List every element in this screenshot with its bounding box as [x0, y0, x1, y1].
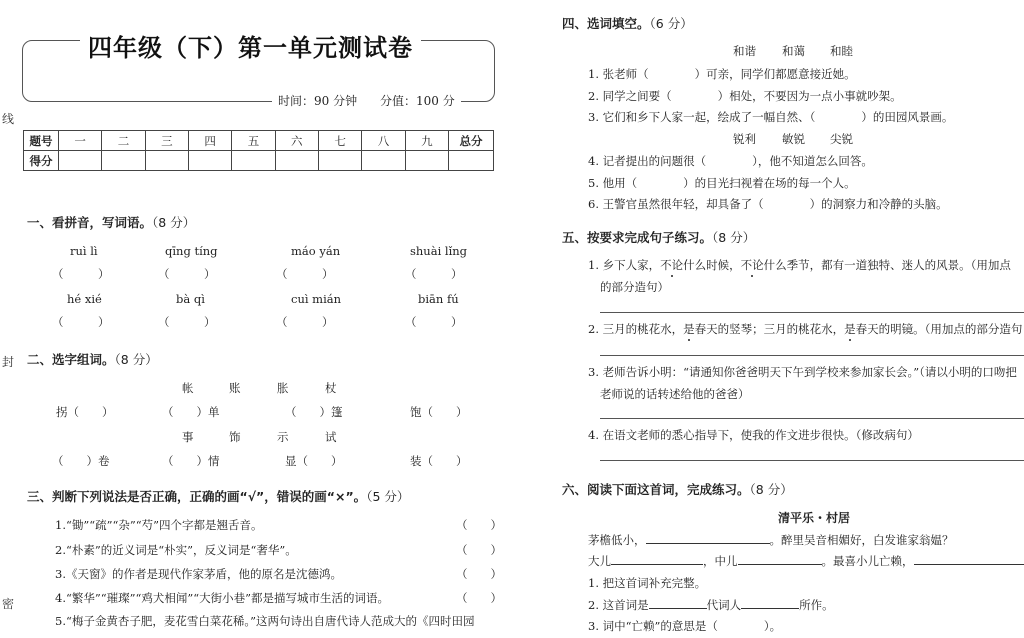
binding-mark-xian: 线 [2, 112, 15, 126]
poem-blank[interactable] [646, 532, 770, 544]
char-option: 账 [229, 381, 241, 395]
sentence-task: 4. 在语文老师的悉心指导下，使我的作文进步很快。（修改病句） [588, 428, 919, 442]
score-cell-empty [449, 151, 494, 171]
poem-line: 大儿 ，中儿 。最喜小儿亡赖， [588, 553, 1024, 569]
answer-paren[interactable]: （ ） [52, 315, 110, 329]
answer-paren[interactable]: （ ） [158, 315, 216, 329]
judge-item: 3.《天窗》的作者是现代作家茅盾，他的原名是沈德鸿。 [55, 567, 342, 581]
poem-blank[interactable] [741, 597, 799, 609]
section-3-heading: 三、判断下列说法是否正确，正确的画“√”，错误的画“×”。（5 分） [27, 489, 410, 504]
word-option: 和睦 [830, 44, 853, 58]
exam-info [272, 92, 461, 109]
score-table-cell: 总分 [449, 131, 494, 151]
char-option: 帐 [182, 381, 194, 395]
score-table-header-row [24, 131, 494, 151]
answer-line[interactable] [600, 418, 1024, 419]
fill-item[interactable]: 1. 张老师（ ）可亲，同学们都愿意接近她。 [588, 67, 856, 81]
poem-question[interactable]: 3. 词中“亡赖”的意思是（ ）。 [588, 619, 782, 633]
fill-item[interactable]: 6. 王警官虽然很年轻，却具备了（ ）的洞察力和冷静的头脑。 [588, 197, 948, 211]
answer-paren[interactable]: （ ） [276, 267, 334, 281]
pinyin: hé xié [67, 292, 102, 306]
char-option: 杖 [325, 381, 337, 395]
word-option: 尖锐 [830, 132, 853, 146]
score-cell-empty [102, 151, 145, 171]
section-4-heading: 四、选词填空。（6 分） [562, 16, 693, 31]
judge-item: 2.“朴素”的近义词是“朴实”，反义词是“奢华”。 [55, 543, 297, 557]
score-table-cell: 九 [405, 131, 448, 151]
poem-line: 茅檐低小， 。醉里吴音相媚好，白发谁家翁媪？ [588, 533, 954, 547]
score-cell-empty [362, 151, 405, 171]
sentence-task: 老师说的话转述给他的爸爸） [600, 387, 750, 401]
poem-question: 2. 这首词是 代词人 所作。 [588, 598, 834, 612]
poem-question: 1. 把这首词补充完整。 [588, 576, 707, 590]
pinyin: qīng tíng [165, 244, 218, 258]
pinyin: shuài lǐng [410, 244, 468, 258]
word-option: 敏锐 [782, 132, 805, 146]
sentence-task: 的部分造句） [600, 280, 669, 294]
char-option: 饰 [229, 430, 241, 444]
sentence-task: 2. 三月的桃花水，是春天的竖琴；三月的桃花水，是春天的明镜。（用加点的部分造句 [588, 322, 1023, 336]
score-table-cell: 一 [59, 131, 102, 151]
judge-item: 4.“繁华”“璀璨”“鸡犬相闻”“大街小巷”都是描写城市生活的词语。 [55, 591, 390, 605]
word-option: 和蔼 [782, 44, 805, 58]
word-item[interactable]: 装（ ） [410, 454, 468, 468]
judge-item: 1.“锄”“疏”“杂”“芍”四个字都是翘舌音。 [55, 518, 263, 532]
exam-score: 分值：100 分 [379, 94, 455, 108]
char-option: 胀 [277, 381, 289, 395]
fill-item[interactable]: 3. 它们和乡下人家一起，绘成了一幅自然、（ ）的田园风景画。 [588, 110, 954, 124]
poem-blank[interactable] [611, 553, 703, 565]
exam-time: 时间：90 分钟 [278, 94, 358, 108]
answer-line[interactable] [600, 355, 1024, 356]
poem-blank[interactable] [738, 553, 822, 565]
char-option: 事 [182, 430, 194, 444]
answer-paren[interactable]: （ ） [405, 315, 463, 329]
answer-paren[interactable]: （ ） [158, 267, 216, 281]
score-cell-empty [59, 151, 102, 171]
section-1-heading: 一、看拼音，写词语。（8 分） [27, 215, 196, 230]
poem-title: 清平乐・村居 [778, 511, 851, 525]
score-table-cell: 八 [362, 131, 405, 151]
pinyin: ruì lì [70, 244, 98, 258]
judge-item: 5.“梅子金黄杏子肥，麦花雪白菜花稀。”这两句诗出自唐代诗人范成大的《四时田园 [55, 614, 475, 628]
score-table-cell: 五 [232, 131, 275, 151]
score-table-cell: 三 [145, 131, 188, 151]
sentence-task: 1. 乡下人家，不论什么时候，不论什么季节，都有一道独特、迷人的风景。（用加点 [588, 258, 1011, 272]
word-item[interactable]: 拐（ ） [56, 405, 114, 419]
word-item[interactable]: （ ）情 [162, 454, 220, 468]
pinyin: bà qì [176, 292, 205, 306]
word-item[interactable]: 显（ ） [285, 454, 343, 468]
answer-paren[interactable]: （ ） [276, 315, 334, 329]
word-item[interactable]: （ ）篷 [285, 405, 343, 419]
word-item[interactable]: （ ）卷 [52, 454, 110, 468]
answer-paren[interactable]: （ ） [405, 267, 463, 281]
answer-paren[interactable]: （ ） [52, 267, 110, 281]
poem-blank[interactable] [649, 597, 707, 609]
word-option: 锐利 [733, 132, 756, 146]
score-table-score-row [24, 151, 494, 171]
score-table-cell: 题号 [24, 131, 59, 151]
sentence-task: 3. 老师告诉小明：“请通知你爸爸明天下午到学校来参加家长会。”（请以小明的口吻把 [588, 365, 1017, 379]
fill-item[interactable]: 4. 记者提出的问题很（ ），他不知道怎么回答。 [588, 154, 873, 168]
judge-paren[interactable]: （ ） [456, 543, 502, 557]
score-table [23, 130, 494, 171]
word-option: 和谐 [733, 44, 756, 58]
pinyin: cuì mián [291, 292, 342, 306]
char-option: 示 [277, 430, 289, 444]
word-item[interactable]: （ ）单 [162, 405, 220, 419]
score-cell-empty [145, 151, 188, 171]
judge-paren[interactable]: （ ） [456, 591, 502, 605]
char-option: 试 [325, 430, 337, 444]
pinyin: máo yán [291, 244, 341, 258]
score-cell-empty [188, 151, 231, 171]
judge-paren[interactable]: （ ） [456, 567, 502, 581]
score-cell-empty [318, 151, 361, 171]
poem-blank[interactable] [914, 553, 1024, 565]
binding-mark-feng: 封 [2, 355, 15, 369]
score-cell-empty [405, 151, 448, 171]
answer-line[interactable] [600, 312, 1024, 313]
section-2-heading: 二、选字组词。（8 分） [27, 352, 158, 367]
score-table-cell: 得分 [24, 151, 59, 171]
section-5-heading: 五、按要求完成句子练习。（8 分） [562, 230, 756, 245]
score-table-cell: 四 [188, 131, 231, 151]
word-item[interactable]: 饱（ ） [410, 405, 468, 419]
score-cell-empty [275, 151, 318, 171]
fill-item[interactable]: 2. 同学之间要（ ）相处，不要因为一点小事就吵架。 [588, 89, 902, 103]
score-table-cell: 二 [102, 131, 145, 151]
score-table-cell: 七 [318, 131, 361, 151]
answer-line[interactable] [600, 460, 1024, 461]
pinyin: biān fú [418, 292, 459, 306]
binding-mark-mi: 密 [2, 597, 15, 611]
judge-paren[interactable]: （ ） [456, 518, 502, 532]
score-cell-empty [232, 151, 275, 171]
score-table-cell: 六 [275, 131, 318, 151]
page-title: 四年级（下）第一单元测试卷 [80, 28, 421, 63]
section-6-heading: 六、阅读下面这首词，完成练习。（8 分） [562, 482, 793, 497]
fill-item[interactable]: 5. 他用（ ）的目光扫视着在场的每一个人。 [588, 176, 856, 190]
